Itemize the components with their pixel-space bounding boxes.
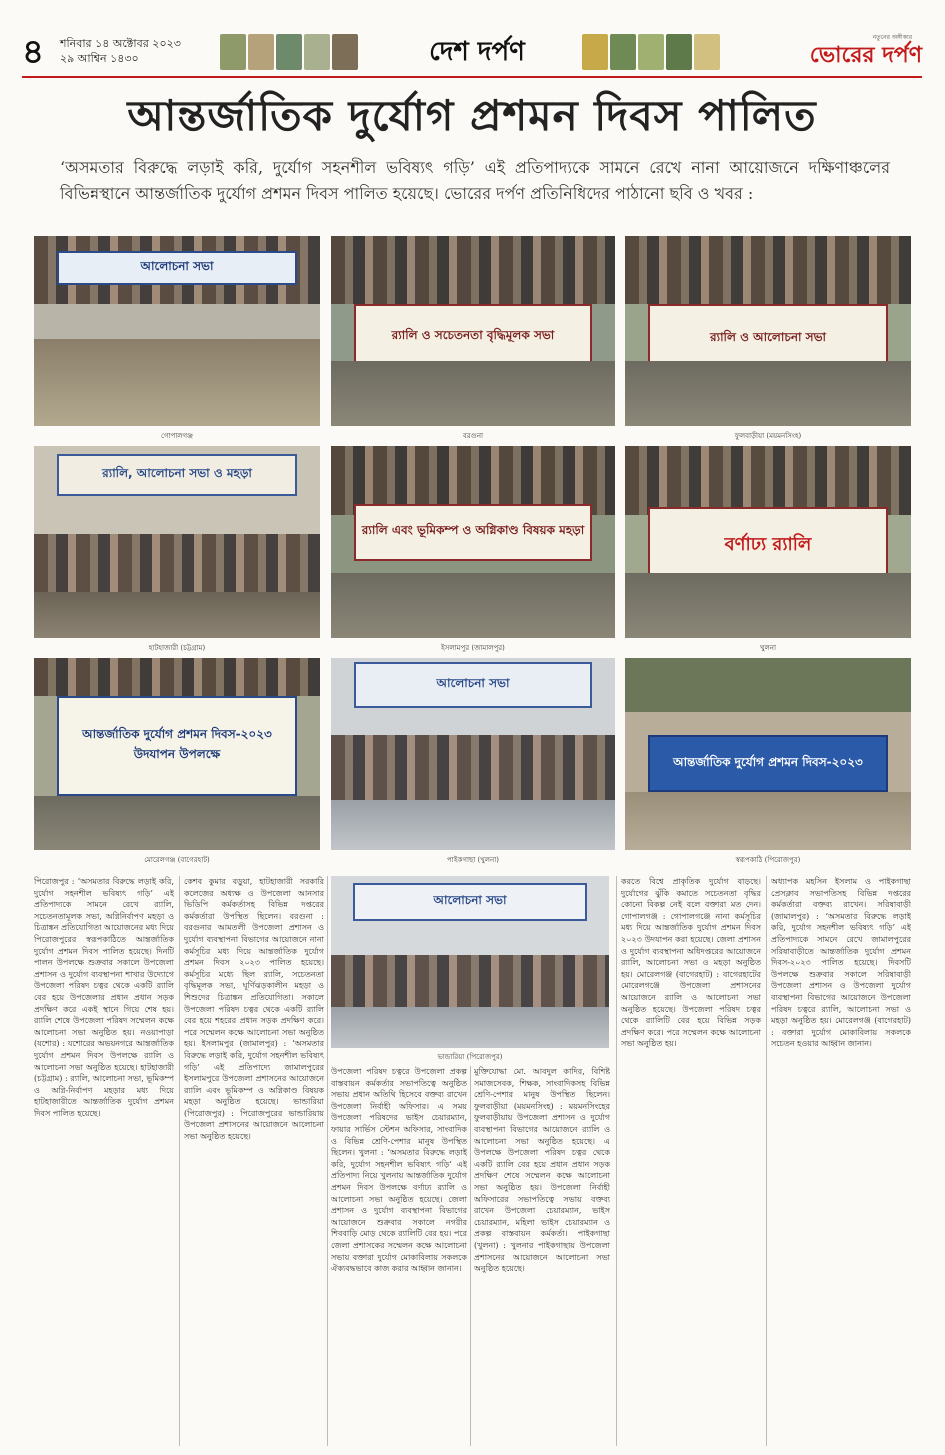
photo-ground [625, 361, 911, 426]
article-column-5: করতে বিশ্বে প্রাকৃতিক দুর্যোগ বাড়ছে। দুর্যোগের ঝুঁকি কমাতে সচেতনতা বৃদ্ধির কোনো বিকল্প নেই বলে বক্তারা মত দেন। গোপালগঞ্জ : গোপালগঞ্জে নানা কর্মসূচির মধ্য দিয়ে আন্তর্জাতিক দুর্যোগ প্রশমন দিবস ২০২৩ উদযাপন করা হয়েছে। জেলা প্রশাসন ও দুর্যোগ ব্যবস্থাপনা অধিদপ্তরের আয়োজনে র‍্যালি, আলোচনা সভা ও মহড়া অনুষ্ঠিত হয়। মোরেলগঞ্জ (বাগেরহাট) : বাগেরহাটের মোরেলগঞ্জে উপজেলা প্রশাসনের আয়োজনে র‍্যালি ও আলোচনা সভা অনুষ্ঠিত হয়েছে। উপজেলা পরিষদ চত্বর থেকে র‍্যালিটি বের হয়ে বিভিন্ন সড়ক প্রদক্ষিণ করে। পরে সম্মেলন কক্ষে আলোচনা সভা অনুষ্ঠিত হয়। [621, 877, 761, 1049]
column-divider [470, 1066, 471, 1446]
section-title: দেশ দর্পণ [429, 37, 525, 67]
brand-name: ভোরের দর্পণ [809, 42, 922, 68]
date-block [60, 36, 181, 66]
photo-banner: র‍্যালি ও সচেতনতা বৃদ্ধিমূলক সভা [354, 304, 593, 369]
photo-caption: ইসলামপুর (জামালপুর) [441, 644, 505, 652]
photo-banner: র‍্যালি এবং ভূমিকম্প ও অগ্নিকাণ্ড বিষয়ক মহড়া [354, 504, 593, 562]
photo-people [331, 735, 615, 800]
photo-caption: মোরেলগঞ্জ (বাগেরহাট) [144, 856, 210, 864]
photo-banner: র‍্যালি, আলোচনা সভা ও মহড়া [57, 454, 297, 496]
photo-hathazari [34, 446, 320, 638]
photo-banner: আলোচনা সভা [354, 662, 593, 708]
column-divider [327, 876, 328, 1446]
masthead-photo-strip-left [220, 34, 358, 70]
photo-trees [625, 658, 911, 712]
photo-table [34, 339, 320, 426]
photo-caption: বরগুনা [462, 432, 484, 440]
masthead [22, 30, 922, 74]
photo-ground [34, 796, 320, 850]
photo-paikgachha [331, 658, 615, 850]
photo-people [625, 236, 911, 304]
photo-khulna [625, 446, 911, 638]
photo-people [34, 534, 320, 592]
photo-bhandaria [331, 876, 609, 1048]
photo-people [625, 446, 911, 515]
masthead-rule [22, 76, 922, 78]
article-column-2: কেশব কুমার বড়ুয়া, হাটহাজারী সরকারি কলেজের অধ্যক্ষ ও উপজেলা আনসার ভিডিপি কর্মকর্তাসহ বিভিন্ন দপ্তরের কর্মকর্তারা উপস্থিত ছিলেন। বরগুনা : বরগুনার আমতলী উপজেলা প্রশাসন ও দুর্যোগ ব্যবস্থাপনা বিভাগের আয়োজনে নানা কর্মসূচির মধ্য দিয়ে আন্তর্জাতিক দুর্যোগ প্রশমন দিবস ২০২৩ পালিত হয়েছে। কর্মসূচির মধ্যে ছিল র‍্যালি, সচেতনতা বৃদ্ধিমূলক সভা, ঘূর্ণিঝড়কালীন মহড়া ও শিশুদের চিত্রাঙ্কন প্রতিযোগিতা। সকালে উপজেলা পরিষদ চত্বর থেকে একটি র‍্যালি বের হয়ে শহরের প্রধান সড়ক প্রদক্ষিণ করে। পরে সম্মেলন কক্ষে আলোচনা সভা অনুষ্ঠিত হয়। ইসলামপুর (জামালপুর) : ‘অসমতার বিরুদ্ধে লড়াই করি, দুর্যোগ সহনশীল ভবিষ্যৎ গড়ি’ এই প্রতিপাদ্যে জামালপুরের ইসলামপুরে উপজেলা প্রশাসনের আয়োজনে র‍্যালি এবং ভূমিকম্প ও অগ্নিকাণ্ড বিষয়ক মহড়া অনুষ্ঠিত হয়েছে। ভান্ডারিয়া (পিরোজপুর) : পিরোজপুরের ভান্ডারিয়ায় উপজেলা প্রশাসনের আয়োজনে আলোচনা সভা অনুষ্ঠিত হয়েছে। [184, 877, 324, 1142]
photo-ground [625, 573, 911, 638]
photo-banner: আন্তর্জাতিক দুর্যোগ প্রশমন দিবস-২০২৩ [648, 735, 888, 793]
page-number: ৪ [22, 32, 45, 72]
article-column-6: অধ্যাপক মহসিন ইসলাম ও পাইকগাছা প্রেসক্লাব সভাপতিসহ বিভিন্ন দপ্তরের কর্মকর্তারা বক্তব্য রাখেন। সরিষাবাড়ী (জামালপুর) : ‘অসমতার বিরুদ্ধে লড়াই করি, দুর্যোগ সহনশীল ভবিষ্যৎ গড়ি’ এই প্রতিপাদ্যকে সামনে রেখে জামালপুরের সরিষাবাড়ীতে আন্তর্জাতিক দুর্যোগ প্রশমন দিবস-২০২৩ পালিত হয়েছে। দিবসটি উপলক্ষে শুক্রবার সকালে সরিষাবাড়ী উপজেলা প্রশাসন ও উপজেলা দুর্যোগ ব্যবস্থাপনা বিভাগের আয়োজনে উপজেলা পরিষদ চত্বরে র‍্যালি, আলোচনা সভা ও মহড়া অনুষ্ঠিত হয়। মোরেলগঞ্জ (বাগেরহাট) : বক্তারা দুর্যোগ মোকাবিলায় সকলকে সচেতন হওয়ার আহ্বান জানান। [771, 877, 911, 1049]
article-column-4: মুক্তিযোদ্ধা মো. আবদুল কাদির, বিশিষ্ট সমাজসেবক, শিক্ষক, সাংবাদিকসহ বিভিন্ন শ্রেণি-পেশার মানুষ উপস্থিত ছিলেন। ফুলবাড়ীয়া (ময়মনসিংহ) : ময়মনসিংহের ফুলবাড়ীয়ায় উপজেলা প্রশাসন ও দুর্যোগ ব্যবস্থাপনা বিভাগের আয়োজনে র‍্যালি ও আলোচনা সভা অনুষ্ঠিত হয়েছে। এ উপলক্ষে উপজেলা পরিষদ চত্বর থেকে একটি র‍্যালি বের হয়ে প্রধান প্রধান সড়ক প্রদক্ষিণ শেষে সম্মেলন কক্ষে আলোচনা সভা অনুষ্ঠিত হয়। উপজেলা নির্বাহী অফিসারের সভাপতিত্বে সভায় বক্তব্য রাখেন উপজেলা চেয়ারম্যান, ভাইস চেয়ারম্যান, মহিলা ভাইস চেয়ারম্যান ও প্রকল্প বাস্তবায়ন কর্মকর্তা। পাইকগাছা (খুলনা) : খুলনার পাইকগাছায় উপজেলা প্রশাসনের আয়োজনে আলোচনা সভা অনুষ্ঠিত হয়েছে। [474, 1067, 610, 1274]
brand-tagline: নতুনের অঙ্গীকার [872, 34, 912, 41]
intro-paragraph: ‘অসমতার বিরুদ্ধে লড়াই করি, দুর্যোগ সহনশীল ভবিষ্যৎ গড়ি’ এই প্রতিপাদ্যকে সামনে রেখে নানা আয়োজনে দক্ষিণাঞ্চলের বিভিন্নস্থানে আন্তর্জাতিক দুর্যোগ প্রশমন দিবস পালিত হয়েছে। ভোরের দর্পণ প্রতিনিধিদের পাঠানো ছবি ও খবর : [60, 158, 890, 203]
photo-caption: খুলনা [759, 644, 777, 652]
photo-table [34, 592, 320, 638]
photo-caption: ভান্ডারিয়া (পিরোজপুর) [437, 1053, 503, 1061]
photo-people [34, 658, 320, 696]
column-divider [616, 876, 617, 1446]
photo-ground [331, 573, 615, 638]
photo-caption: গোপালগঞ্জ [160, 432, 194, 440]
date-line-1: শনিবার ১৪ অক্টোবর ২০২৩ [60, 37, 181, 50]
column-divider [179, 876, 180, 1446]
photo-table [331, 800, 615, 850]
photo-morrelganj [34, 658, 320, 850]
article-column-1: পিরোজপুর : ‘অসমতার বিরুদ্ধে লড়াই করি, দুর্যোগ সহনশীল ভবিষ্যৎ গড়ি’ এই প্রতিপাদ্যকে সামনে রেখে র‍্যালি, সচেতনতামূলক সভা, অগ্নিনির্বাপণ মহড়া ও চিত্রাঙ্কন প্রতিযোগিতা আয়োজনের মধ্য দিয়ে পিরোজপুরের স্বরূপকাঠিতে আন্তর্জাতিক দুর্যোগ প্রশমন দিবস পালিত হয়েছে। দিনটি পালন উপলক্ষে শুক্রবার সকালে উপজেলা প্রশাসন ও দুর্যোগ ব্যবস্থাপনা শাখার উদ্যোগে উপজেলা পরিষদ চত্বর থেকে একটি র‍্যালি বের হয়ে উপজেলার প্রধান প্রধান সড়ক প্রদক্ষিণ করে একই স্থানে গিয়ে শেষ হয়। র‍্যালি শেষে উপজেলা পরিষদ সম্মেলন কক্ষে আলোচনা সভা অনুষ্ঠিত হয়। নওয়াপাড়া (যশোর) : যশোরের অভয়নগরে আন্তর্জাতিক দুর্যোগ প্রশমন দিবস উপলক্ষে র‍্যালি ও আলোচনা সভা অনুষ্ঠিত হয়েছে। হাটহাজারী (চট্টগ্রাম) : র‍্যালি, আলোচনা সভা, ভূমিকম্প ও অগ্নি-নির্বাপণ মহড়ার মধ্য দিয়ে হাটহাজারীতে আন্তর্জাতিক দুর্যোগ প্রশমন দিবস পালিত হয়েছে। [34, 877, 174, 1118]
photo-barguna [331, 236, 615, 426]
photo-banner: র‍্যালি ও আলোচনা সভা [648, 304, 888, 372]
photo-swarupkathi [625, 658, 911, 850]
photo-banner: বর্ণাঢ্য র‍্যালি [648, 507, 888, 584]
headline: আন্তর্জাতিক দুর্যোগ প্রশমন দিবস পালিত [127, 91, 817, 140]
brand-logo [762, 30, 922, 74]
photo-fulbaria [625, 236, 911, 426]
photo-gopalganj [34, 236, 320, 426]
column-divider [766, 876, 767, 1446]
photo-caption: ফুলবাড়ীয়া (ময়মনসিংহ) [734, 432, 802, 440]
masthead-photo-strip-right [582, 34, 720, 70]
photo-ground [331, 361, 615, 426]
article-column-3: উপজেলা পরিষদ চত্বরে উপজেলা প্রকল্প বাস্তবায়ন কর্মকর্তার সভাপতিত্বে অনুষ্ঠিত সভায় প্রধান অতিথি হিসেবে বক্তব্য রাখেন উপজেলা নির্বাহী অফিসার। এ সময় উপজেলা পরিষদের ভাইস চেয়ারম্যান, ফায়ার সার্ভিস স্টেশন অফিসার, সাংবাদিক ও বিভিন্ন শ্রেণি-পেশার মানুষ উপস্থিত ছিলেন। খুলনা : ‘অসমতার বিরুদ্ধে লড়াই করি, দুর্যোগ সহনশীল ভবিষ্যৎ গড়ি’ এই প্রতিপাদ্য নিয়ে খুলনায় আন্তর্জাতিক দুর্যোগ প্রশমন দিবস উপলক্ষে বর্ণাঢ্য র‍্যালি ও আলোচনা সভা অনুষ্ঠিত হয়েছে। জেলা প্রশাসন ও দুর্যোগ ব্যবস্থাপনা বিভাগের আয়োজনে শুক্রবার সকালে নগরীর শিববাড়ি মোড় থেকে র‍্যালিটি বের হয়। পরে জেলা প্রশাসকের সম্মেলন কক্ষে আলোচনা সভায় বক্তারা দুর্যোগ মোকাবিলায় সকলকে ঐক্যবদ্ধভাবে কাজ করার আহ্বান জানান। [331, 1067, 467, 1274]
photo-banner: আলোচনা সভা [353, 883, 587, 921]
date-line-2: ২৯ আশ্বিন ১৪৩০ [60, 52, 139, 65]
photo-caption: হাটহাজারী (চট্টগ্রাম) [148, 644, 206, 652]
photo-banner: আলোচনা সভা [57, 251, 297, 285]
photo-caption: স্বরূপকাঠি (পিরোজপুর) [735, 856, 801, 864]
photo-ground [625, 792, 911, 850]
photo-table [331, 1007, 609, 1048]
photo-islampur [331, 446, 615, 638]
photo-people [331, 236, 615, 304]
photo-people [331, 955, 609, 1007]
photo-banner: আন্তর্জাতিক দুর্যোগ প্রশমন দিবস-২০২৩ উদযাপন উপলক্ষে [57, 696, 297, 796]
photo-caption: পাইকগাছা (খুলনা) [447, 856, 499, 864]
